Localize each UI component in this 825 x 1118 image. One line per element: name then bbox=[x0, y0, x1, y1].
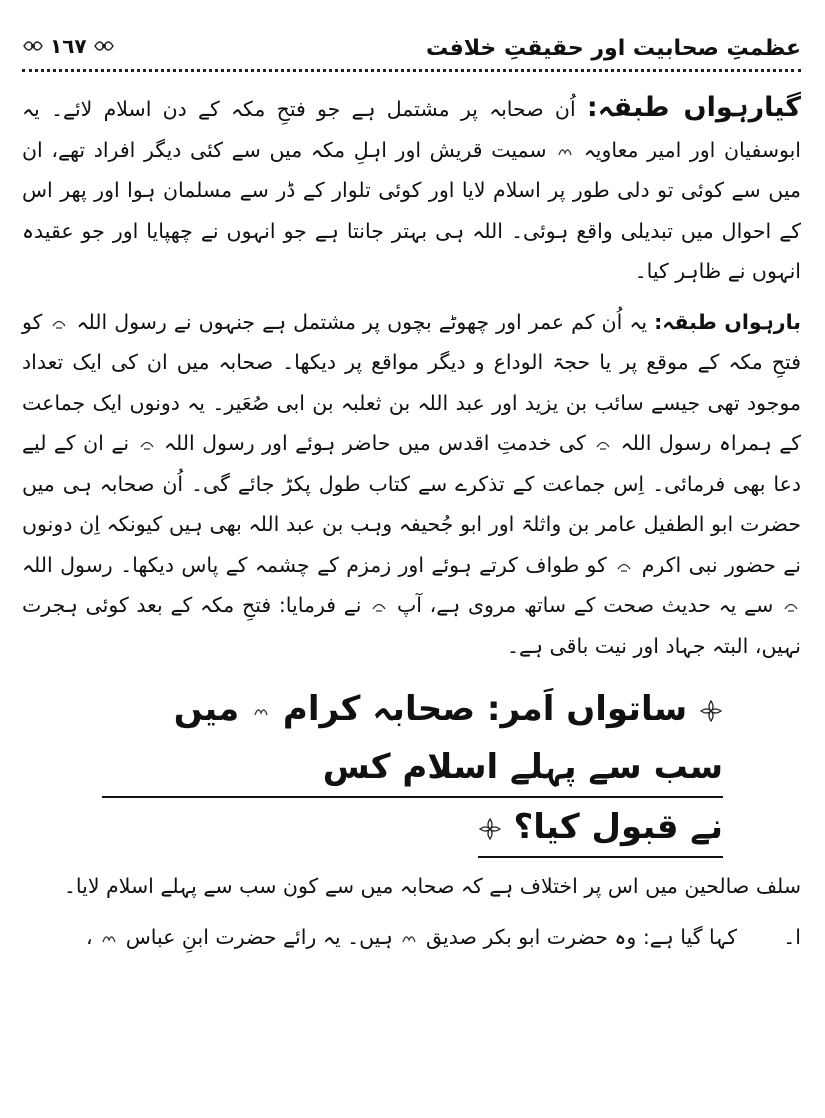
list-label: کہا گیا ہے: bbox=[642, 924, 737, 949]
floral-ornament-icon bbox=[478, 817, 502, 841]
paragraph-twelfth-tier bbox=[22, 302, 801, 667]
heading-text: ساتواں اَمر: صحابہ کرام bbox=[282, 689, 688, 729]
paragraph-text: یہ اُن کم عمر اور چھوٹے بچوں پر مشتمل ہے جنہوں نے رسول اللہ bbox=[76, 309, 648, 334]
page-body bbox=[22, 88, 801, 957]
radiyallahu-anhu-ligature-icon bbox=[557, 143, 573, 159]
floral-ornament-icon bbox=[22, 37, 44, 55]
list-body: ہیں۔ یہ رائے حضرت ابنِ عباس bbox=[125, 924, 393, 949]
list-text bbox=[22, 917, 737, 958]
section-heading-line-1 bbox=[102, 680, 723, 798]
radiyallahu-anhu-ligature-icon bbox=[253, 703, 269, 719]
heading-text: نے قبول کیا؟ bbox=[513, 807, 723, 847]
salawat-ligature-icon bbox=[51, 315, 67, 331]
page-number-block bbox=[22, 34, 115, 66]
intro-paragraph: سلف صالحین میں اس پر اختلاف ہے کہ صحابہ میں سے کون سب سے پہلے اسلام لایا۔ bbox=[63, 874, 801, 898]
tier-twelve-term: بارہواں طبقہ: bbox=[654, 309, 801, 334]
paragraph-text: نے فرمایا: فتحِ مکہ کے بعد کوئی ہجرت نہیں، البتہ جہاد اور نیت باقی ہے۔ bbox=[22, 593, 801, 658]
list-number: ا۔ bbox=[783, 924, 801, 949]
salawat-ligature-icon bbox=[595, 436, 611, 452]
paragraph-text: کو طواف کرتے ہوئے اور زمزم کے چشمہ کے پاس دیکھا۔ رسول اللہ bbox=[22, 552, 607, 577]
book-title: عظمتِ صحابیت اور حقیقتِ خلافت bbox=[426, 36, 801, 61]
salawat-ligature-icon bbox=[371, 598, 387, 614]
list-item bbox=[22, 917, 801, 958]
heading-text: میں سب سے پہلے اسلام کس bbox=[173, 689, 723, 787]
tier-eleven-term: گیارہواں طبقہ: bbox=[586, 92, 801, 123]
section-heading bbox=[22, 680, 801, 858]
page-header bbox=[22, 0, 801, 70]
list-body: ، bbox=[86, 924, 93, 949]
paragraph-text: سے یہ حدیث صحت کے ساتھ مروی ہے، آپ bbox=[396, 593, 774, 617]
floral-ornament-icon bbox=[93, 37, 115, 55]
floral-ornament-icon bbox=[699, 699, 723, 723]
paragraph-text: اُن صحابہ پر مشتمل ہے جو فتحِ مکہ کے دن اسلام لائے۔ یہ ابوسفیان اور امیر معاویہ bbox=[22, 97, 801, 162]
section-heading-line-2 bbox=[478, 798, 723, 858]
radiyallahu-anhu-ligature-icon bbox=[401, 930, 417, 946]
paragraph-text: کی خدمتِ اقدس میں حاضر ہوئے اور رسول اللہ bbox=[163, 431, 586, 455]
salawat-ligature-icon bbox=[139, 436, 155, 452]
salawat-ligature-icon bbox=[616, 558, 632, 574]
list-body: وہ حضرت ابو بکر صدیق bbox=[425, 924, 637, 949]
header-dotted-rule bbox=[22, 69, 801, 72]
paragraph-text: سمیت قریش اور اہلِ مکہ میں سے کئی دیگر افراد تھے، ان میں سے کوئی تو دلی طور پر اسلام لایا اور کوئی تلوار کے ڈر سے مسلمان ہوا اور پھر اس کے احوال میں تبدیلی واقع ہوئی۔ اللہ ہی بہتر جانتا ہے جو انہوں نے چھپایا اور جو عقیدہ انہوں نے ظاہر کیا۔ bbox=[22, 137, 801, 283]
salawat-ligature-icon bbox=[783, 598, 799, 614]
radiyallahu-anhu-ligature-icon bbox=[101, 930, 117, 946]
paragraph-text: نے ان کے لیے دعا بھی فرمائی۔ اِس جماعت کے تذکرے سے کتاب طول پکڑ جائے گی۔ اُن صحابہ ہی میں حضرت ابو الطفیل عامر بن واثلۃ اور ابو جُحیفہ وہب بن عبد اللہ بھی ہیں کیونکہ اِن دونوں نے حضور نبی اکرم bbox=[22, 431, 801, 577]
page-number: ١٦٧ bbox=[50, 34, 87, 58]
paragraph-eleventh-tier bbox=[22, 88, 801, 292]
paragraph-text: کو فتحِ مکہ کے موقع پر یا حجۃ الوداع و دیگر مواقع پر دیکھا۔ صحابہ میں ان کی ایک تعداد موجود تھی جیسے سائب بن یزید اور عبد اللہ بن ثعلبہ بن ابی صُعَیر۔ یہ دونوں ایک جماعت کے ہمراہ رسول اللہ bbox=[22, 309, 801, 455]
